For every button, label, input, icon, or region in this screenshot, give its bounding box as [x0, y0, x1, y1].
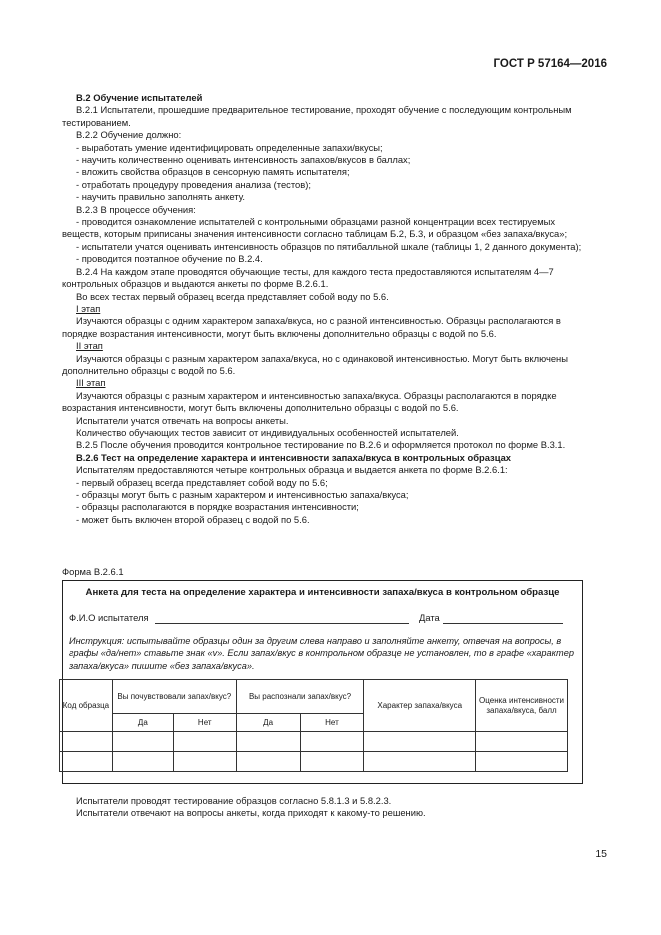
instruction-label: Инструкция: — [69, 636, 125, 646]
form-label: Форма В.2.6.1 — [62, 566, 124, 577]
paragraph-b2-3: В.2.3 В процессе обучения: — [76, 203, 196, 215]
stage-3-title: III этап — [76, 377, 106, 389]
page-number: 15 — [595, 848, 607, 860]
paragraph-learn-answer: Испытатели учатся отвечать на вопросы анкеты. — [76, 414, 289, 426]
header-felt-no: Нет — [173, 714, 236, 732]
list-item: - испытатели учатся оценивать интенсивность образцов по пятибалльной шкале (таблицы 1, 2 данного документа); — [76, 240, 582, 252]
paragraph-b2-2: В.2.2 Обучение должно: — [76, 129, 182, 141]
cell-recognized-yes[interactable] — [236, 752, 300, 772]
list-item: - отработать процедуру проведения анализа (тестов); — [76, 178, 311, 190]
cell-character[interactable] — [364, 752, 476, 772]
heading-b2: В.2 Обучение испытателей — [76, 92, 203, 103]
date-label: Дата — [419, 612, 440, 623]
section-b2 — [62, 92, 593, 526]
document-code: ГОСТ Р 57164—2016 — [493, 58, 607, 70]
cell-felt-no[interactable] — [173, 752, 236, 772]
fio-field[interactable] — [155, 623, 409, 624]
cell-score[interactable] — [476, 752, 568, 772]
paragraph-b2-5: В.2.5 После обучения проводится контрольное тестирование по В.2.6 и оформляется протокол по форме В.3.1. — [76, 439, 566, 451]
header-sample-code: Код образца — [60, 680, 113, 732]
list-item: - выработать умение идентифицировать определенные запахи/вкусы; — [76, 141, 383, 153]
stage-3-text: Изучаются образцы с разным характером и интенсивностью запаха/вкуса. Образцы располагаются в порядке возрастания интенсивности, могут быть включены дополнительно образцы с водой по 5.6. — [62, 389, 557, 414]
table-row — [60, 732, 568, 752]
header-character: Характер запаха/вкуса — [364, 680, 476, 732]
list-item: - может быть включен второй образец с водой по 5.6. — [76, 513, 310, 525]
header-recognized-no: Нет — [300, 714, 364, 732]
cell-recognized-no[interactable] — [300, 732, 364, 752]
list-item: - образцы могут быть с разным характером и интенсивностью запаха/вкуса; — [76, 489, 409, 500]
list-item: - первый образец всегда представляет собой воду по 5.6; — [76, 476, 328, 488]
header-recognized: Вы распознали запах/вкус? — [236, 680, 364, 714]
stage-1-title: I этап — [76, 302, 101, 314]
paragraph-b2-6: Испытателям предоставляются четыре контрольных образца и выдается анкета по форме В.2.6.1: — [76, 464, 508, 476]
header-felt: Вы почувствовали запах/вкус? — [112, 680, 236, 714]
list-item: - образцы располагаются в порядке возрастания интенсивности; — [76, 501, 359, 513]
cell-recognized-no[interactable] — [300, 752, 364, 772]
list-item: - проводится поэтапное обучение по В.2.4. — [76, 253, 263, 265]
questionnaire-form — [62, 580, 583, 784]
footer-line-2: Испытатели отвечают на вопросы анкеты, когда приходят к какому-то решению. — [76, 807, 426, 819]
cell-felt-yes[interactable] — [112, 732, 173, 752]
form-instruction — [69, 635, 574, 672]
form-title: Анкета для теста на определение характера и интенсивности запаха/вкуса в контрольном образце — [85, 587, 560, 598]
cell-felt-yes[interactable] — [112, 752, 173, 772]
cell-code[interactable] — [60, 732, 113, 752]
paragraph-b2-4: В.2.4 На каждом этапе проводятся обучающие тесты, для каждого теста предоставляются испытателям 4—7 контрольных образцов и выдаются анкеты по форме В.2.6.1. — [62, 265, 554, 290]
answers-table — [59, 679, 568, 772]
paragraph-tests-count: Количество обучающих тестов зависит от индивидуальных особенностей испытателей. — [76, 426, 459, 438]
list-item: - научить количественно оценивать интенсивность запахов/вкусов в баллах; — [76, 154, 411, 166]
header-recognized-yes: Да — [236, 714, 300, 732]
table-row — [60, 752, 568, 772]
cell-recognized-yes[interactable] — [236, 732, 300, 752]
cell-score[interactable] — [476, 732, 568, 752]
fio-label: Ф.И.О испытателя — [69, 612, 149, 623]
cell-felt-no[interactable] — [173, 732, 236, 752]
paragraph-b2-4-note: Во всех тестах первый образец всегда представляет собой воду по 5.6. — [76, 290, 389, 302]
cell-character[interactable] — [364, 732, 476, 752]
instruction-text: испытывайте образцы один за другим слева направо и заполняйте анкету, отвечая на вопросы, в графы «да/нет» ставьте знак «v». Если запах/вкус в контрольном образце не установлен, то в графе «характер запаха/вкуса» пишите «без запаха/вкуса». — [69, 636, 574, 671]
stage-2-text: Изучаются образцы с разным характером запаха/вкуса, но с одинаковой интенсивностью. Могут быть включены дополнительно образцы с водой по 5.6. — [62, 352, 568, 376]
cell-code[interactable] — [60, 752, 113, 772]
date-field[interactable] — [443, 623, 563, 624]
footer-text — [62, 795, 593, 820]
stage-1-text: Изучаются образцы с одним характером запаха/вкуса, но с разной интенсивностью. Образцы располагаются в порядке возрастания интенсивности, могут быть включены дополнительно образцы с водой по 5.6. — [62, 315, 561, 339]
stage-2-title: II этап — [76, 340, 103, 352]
header-score: Оценка интенсивности запаха/вкуса, балл — [476, 680, 568, 732]
list-item: - научить правильно заполнять анкету. — [76, 191, 246, 203]
footer-line-1: Испытатели проводят тестирование образцов согласно 5.8.1.3 и 5.8.2.3. — [76, 795, 392, 806]
list-item: - проводится ознакомление испытателей с контрольными образцами разной концентрации всех тестируемых веществ, которым приписаны значения интенсивности согласно таблицам Б.2, Б.3, и образцом «без запаха/вкуса»; — [62, 216, 568, 240]
list-item: - вложить свойства образцов в сенсорную память испытателя; — [76, 166, 350, 178]
heading-b2-6: В.2.6 Тест на определение характера и интенсивности запаха/вкуса в контрольных образцах — [76, 451, 512, 463]
paragraph-b2-1: В.2.1 Испытатели, прошедшие предварительное тестирование, проходят обучение с последующим контрольным тестированием. — [62, 104, 572, 128]
header-felt-yes: Да — [112, 714, 173, 732]
